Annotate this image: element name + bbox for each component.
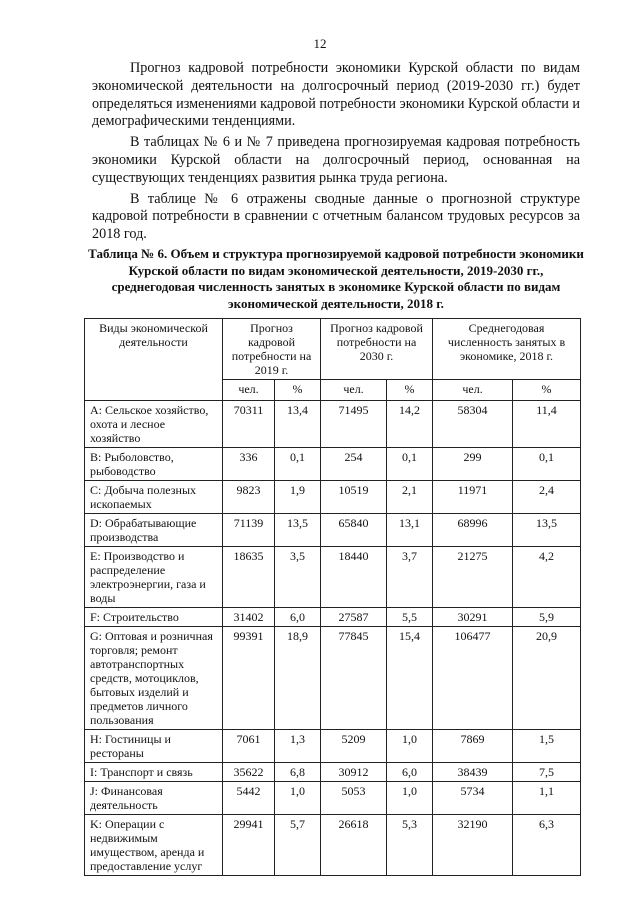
employed-2018-pct: 5,9 <box>513 608 581 627</box>
forecast-2030-people: 10519 <box>321 481 387 514</box>
forecast-2019-people: 99391 <box>223 627 275 730</box>
forecast-2030-pct: 5,5 <box>387 608 433 627</box>
forecast-2030-people: 27587 <box>321 608 387 627</box>
table-row <box>85 514 581 547</box>
employed-2018-people: 32190 <box>433 815 513 876</box>
header-forecast-2030: Прогноз кадровой потребности на 2030 г. <box>321 319 433 380</box>
forecast-2019-people: 35622 <box>223 763 275 782</box>
forecast-2030-pct: 13,1 <box>387 514 433 547</box>
workforce-table <box>84 318 581 876</box>
forecast-2030-pct: 6,0 <box>387 763 433 782</box>
forecast-2019-pct: 13,4 <box>275 401 321 448</box>
header-unit-pct: % <box>513 380 581 401</box>
forecast-2030-people: 30912 <box>321 763 387 782</box>
paragraph-2: В таблицах № 6 и № 7 приведена прогнозируемая кадровая потребность экономики Курской области на долгосрочный период, основанная на существующих тенденциях развития рынка труда региона. <box>92 134 580 186</box>
employed-2018-pct: 7,5 <box>513 763 581 782</box>
table-row <box>85 608 581 627</box>
employed-2018-pct: 0,1 <box>513 448 581 481</box>
employed-2018-people: 106477 <box>433 627 513 730</box>
forecast-2019-pct: 1,3 <box>275 730 321 763</box>
table-body <box>85 401 581 876</box>
forecast-2030-pct: 3,7 <box>387 547 433 608</box>
activity-name: H: Гостиницы и рестораны <box>85 730 223 763</box>
forecast-2030-people: 65840 <box>321 514 387 547</box>
employed-2018-people: 21275 <box>433 547 513 608</box>
header-forecast-2019: Прогноз кадровой потребности на 2019 г. <box>223 319 321 380</box>
header-unit-people: чел. <box>321 380 387 401</box>
employed-2018-pct: 2,4 <box>513 481 581 514</box>
employed-2018-pct: 13,5 <box>513 514 581 547</box>
forecast-2019-pct: 1,9 <box>275 481 321 514</box>
forecast-2019-people: 5442 <box>223 782 275 815</box>
activity-name: I: Транспорт и связь <box>85 763 223 782</box>
forecast-2019-pct: 5,7 <box>275 815 321 876</box>
table-row <box>85 547 581 608</box>
header-unit-pct: % <box>387 380 433 401</box>
intro-text <box>92 60 580 247</box>
header-unit-pct: % <box>275 380 321 401</box>
header-employed-2018: Среднегодовая численность занятых в экономике, 2018 г. <box>433 319 581 380</box>
employed-2018-pct: 11,4 <box>513 401 581 448</box>
forecast-2019-pct: 6,0 <box>275 608 321 627</box>
header-activity: Виды экономической деятельности <box>85 319 223 401</box>
employed-2018-people: 5734 <box>433 782 513 815</box>
employed-2018-pct: 4,2 <box>513 547 581 608</box>
forecast-2030-people: 26618 <box>321 815 387 876</box>
employed-2018-pct: 1,5 <box>513 730 581 763</box>
forecast-2019-pct: 6,8 <box>275 763 321 782</box>
table-row <box>85 448 581 481</box>
forecast-2019-people: 31402 <box>223 608 275 627</box>
forecast-2019-people: 9823 <box>223 481 275 514</box>
activity-name: G: Оптовая и розничная торговля; ремонт автотранспортных средств, мотоциклов, бытовых изделий и предметов личного пользования <box>85 627 223 730</box>
forecast-2019-people: 336 <box>223 448 275 481</box>
activity-name: D: Обрабатывающие производства <box>85 514 223 547</box>
forecast-2019-people: 7061 <box>223 730 275 763</box>
table-row <box>85 782 581 815</box>
employed-2018-people: 299 <box>433 448 513 481</box>
paragraph-1: Прогноз кадровой потребности экономики Курской области по видам экономической деятельности на долгосрочный период (2019-2030 гг.) будет определяться изменениями кадровой потребности экономики Курской области и демографическими тенденциями. <box>92 60 580 130</box>
forecast-2019-people: 71139 <box>223 514 275 547</box>
table-row <box>85 481 581 514</box>
forecast-2019-pct: 0,1 <box>275 448 321 481</box>
forecast-2019-people: 29941 <box>223 815 275 876</box>
employed-2018-people: 68996 <box>433 514 513 547</box>
employed-2018-people: 38439 <box>433 763 513 782</box>
forecast-2019-people: 18635 <box>223 547 275 608</box>
employed-2018-pct: 1,1 <box>513 782 581 815</box>
table-row <box>85 730 581 763</box>
employed-2018-people: 11971 <box>433 481 513 514</box>
employed-2018-people: 7869 <box>433 730 513 763</box>
page-number: 12 <box>313 36 327 51</box>
activity-name: C: Добыча полезных ископаемых <box>85 481 223 514</box>
forecast-2030-pct: 14,2 <box>387 401 433 448</box>
forecast-2030-pct: 2,1 <box>387 481 433 514</box>
forecast-2019-pct: 3,5 <box>275 547 321 608</box>
forecast-2019-pct: 13,5 <box>275 514 321 547</box>
forecast-2030-pct: 1,0 <box>387 782 433 815</box>
forecast-2030-people: 5209 <box>321 730 387 763</box>
forecast-2019-pct: 18,9 <box>275 627 321 730</box>
table-row <box>85 627 581 730</box>
table-row <box>85 815 581 876</box>
forecast-2019-people: 70311 <box>223 401 275 448</box>
activity-name: B: Рыболовство, рыбоводство <box>85 448 223 481</box>
activity-name: E: Производство и распределение электроэнергии, газа и воды <box>85 547 223 608</box>
activity-name: K: Операции с недвижимым имуществом, аренда и предоставление услуг <box>85 815 223 876</box>
paragraph-3: В таблице № 6 отражены сводные данные о прогнозной структуре кадровой потребности в сравнении с отчетным балансом трудовых ресурсов за 2018 год. <box>92 190 580 243</box>
employed-2018-people: 30291 <box>433 608 513 627</box>
forecast-2030-people: 77845 <box>321 627 387 730</box>
forecast-2030-people: 5053 <box>321 782 387 815</box>
forecast-2030-people: 71495 <box>321 401 387 448</box>
table-caption: Таблица № 6. Объем и структура прогнозируемой кадровой потребности экономики Курской области по видам экономической деятельности, 2019-2030 гг., среднегодовая численность занятых в экономике Курской области по видам экономической деятельности, 2018 г. <box>88 246 584 311</box>
forecast-2030-people: 18440 <box>321 547 387 608</box>
header-unit-people: чел. <box>223 380 275 401</box>
forecast-2030-pct: 5,3 <box>387 815 433 876</box>
table-row <box>85 401 581 448</box>
table-row <box>85 763 581 782</box>
activity-name: F: Строительство <box>85 608 223 627</box>
forecast-2030-pct: 1,0 <box>387 730 433 763</box>
employed-2018-people: 58304 <box>433 401 513 448</box>
employed-2018-pct: 20,9 <box>513 627 581 730</box>
employed-2018-pct: 6,3 <box>513 815 581 876</box>
forecast-2030-people: 254 <box>321 448 387 481</box>
forecast-2030-pct: 15,4 <box>387 627 433 730</box>
activity-name: J: Финансовая деятельность <box>85 782 223 815</box>
forecast-2019-pct: 1,0 <box>275 782 321 815</box>
header-unit-people: чел. <box>433 380 513 401</box>
activity-name: A: Сельское хозяйство, охота и лесное хозяйство <box>85 401 223 448</box>
forecast-2030-pct: 0,1 <box>387 448 433 481</box>
